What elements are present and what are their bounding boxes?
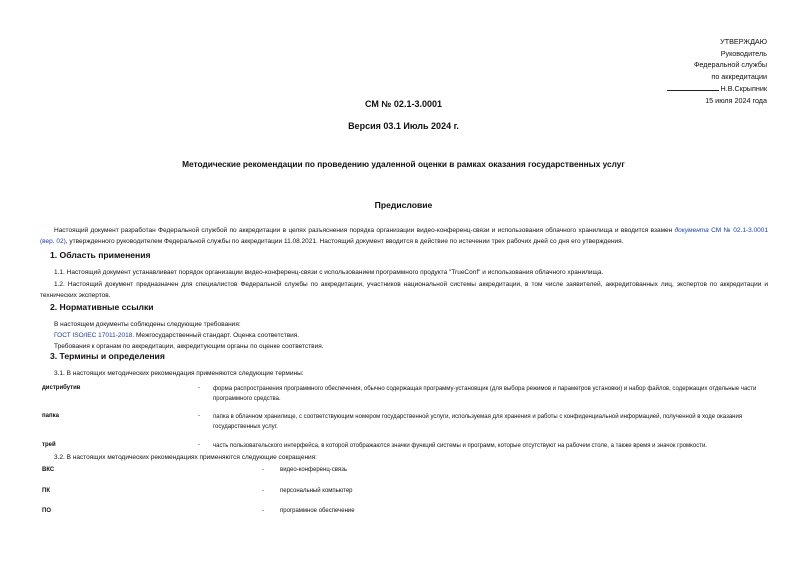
preface-heading: Предисловие (374, 200, 433, 210)
signer-name: Н.В.Скрыпник (720, 84, 767, 94)
approval-block (667, 36, 768, 107)
abbr-dash: - (262, 467, 264, 473)
doc-number: СМ № 02.1-3.0001 (365, 99, 442, 109)
section1-p2: 1.2. Настоящий документ предназначен для специалистов Федеральной службы по аккредитации, участников национальной системы аккредитации, в том числе заявителей, аккредитованных лиц, экспертов по аккредитации и технических экспертов. (40, 281, 768, 299)
term-definition: папка в облачном хранилище, с соответствующим номером государственной услуги, используемая для хранения и работы с конфиденциальной информацией, полученной в ходе оказания государственных услуг. (213, 414, 743, 430)
term-dash: - (198, 413, 200, 419)
approval-line: Руководитель (720, 48, 767, 58)
approval-line: Федеральной службы (693, 60, 767, 70)
doc-version: Версия 03.1 Июль 2024 г. (348, 121, 459, 131)
abbr-dash: - (262, 488, 264, 494)
section2-ref1 (54, 330, 299, 341)
abbr-definition: персональный компьютер (280, 488, 353, 494)
section3-heading: 3. Термины и определения (50, 351, 165, 361)
abbr-dash: - (262, 508, 264, 514)
signature-blank (667, 82, 719, 91)
previous-doc-link[interactable]: СМ № 02.1-3.0001 (вер. 02) (40, 227, 768, 245)
abbr-label: ВКС (42, 467, 55, 473)
term-definition: форма распространения программного обеспечения, обычно содержащая программу-установщик (для выбора режимов и параметров установки) и набор файлов, содержащих отдельные части программного средства. (213, 386, 757, 402)
abbr-definition: видео-конференц-связь (280, 467, 347, 473)
gost-link[interactable]: ГОСТ ISO/IEC 17011-2018 (54, 332, 133, 339)
abbr-intro: 3.2. В настоящих методических рекомендациях применяются следующие сокращения: (54, 454, 317, 461)
abbr-label: ПО (42, 508, 51, 514)
abbr-label: ПК (42, 488, 50, 494)
section1-p1: 1.1. Настоящий документ устанавливает порядок организации видео-конференц-связи с использованием программного продукта "TrueConf" и использования облачного хранилища. (54, 269, 604, 276)
term-dash: - (198, 385, 200, 391)
doc-title: Методические рекомендации по проведению удаленной оценки в рамках оказания государственных услуг (182, 159, 625, 169)
section2-heading: 2. Нормативные ссылки (50, 302, 154, 312)
term-label: дистрибутив (42, 385, 81, 391)
section2-intro: В настоящем документы соблюдены следующие требования: (54, 321, 241, 328)
preface-italic: документа (674, 227, 709, 234)
term-dash: - (198, 442, 200, 448)
section2-ref2: Требования к органам по аккредитации, аккредитующим органы по оценке соответствия. (54, 343, 324, 350)
section3-intro: 3.1. В настоящих методических рекомендация применяются следующие термины: (54, 370, 304, 377)
approval-line: по аккредитации (711, 71, 767, 81)
approval-date: 15 июля 2024 года (705, 95, 767, 105)
term-label: папка (42, 413, 59, 419)
approval-line: УТВЕРЖДАЮ (720, 37, 767, 46)
term-definition: часть пользовательского интерфейса, в которой отображаются значки функций системы и программ, которые отсутствуют на рабочем столе, а также время и значок громкости. (213, 443, 707, 449)
section1-heading: 1. Область применения (50, 250, 151, 260)
abbr-definition: программное обеспечение (280, 508, 355, 514)
preface-text-part1: Настоящий документ разработан Федеральной службой по аккредитации в целях разъяснения порядка организации видео-конференц-связи и использования облачного хранилища и вводится взамен (54, 227, 675, 234)
term-label: трей (42, 442, 56, 448)
signature-line (667, 82, 768, 95)
preface-text (40, 225, 768, 247)
gost-desc: . Межгосударственный стандарт. Оценка соответствия. (132, 332, 300, 339)
preface-text-part2: , утвержденного руководителем Федеральной службы по аккредитации 11.08.2021. Настоящий документ вводится в действие по истечении трех рабочих дней со дня его утверждения. (65, 238, 624, 245)
